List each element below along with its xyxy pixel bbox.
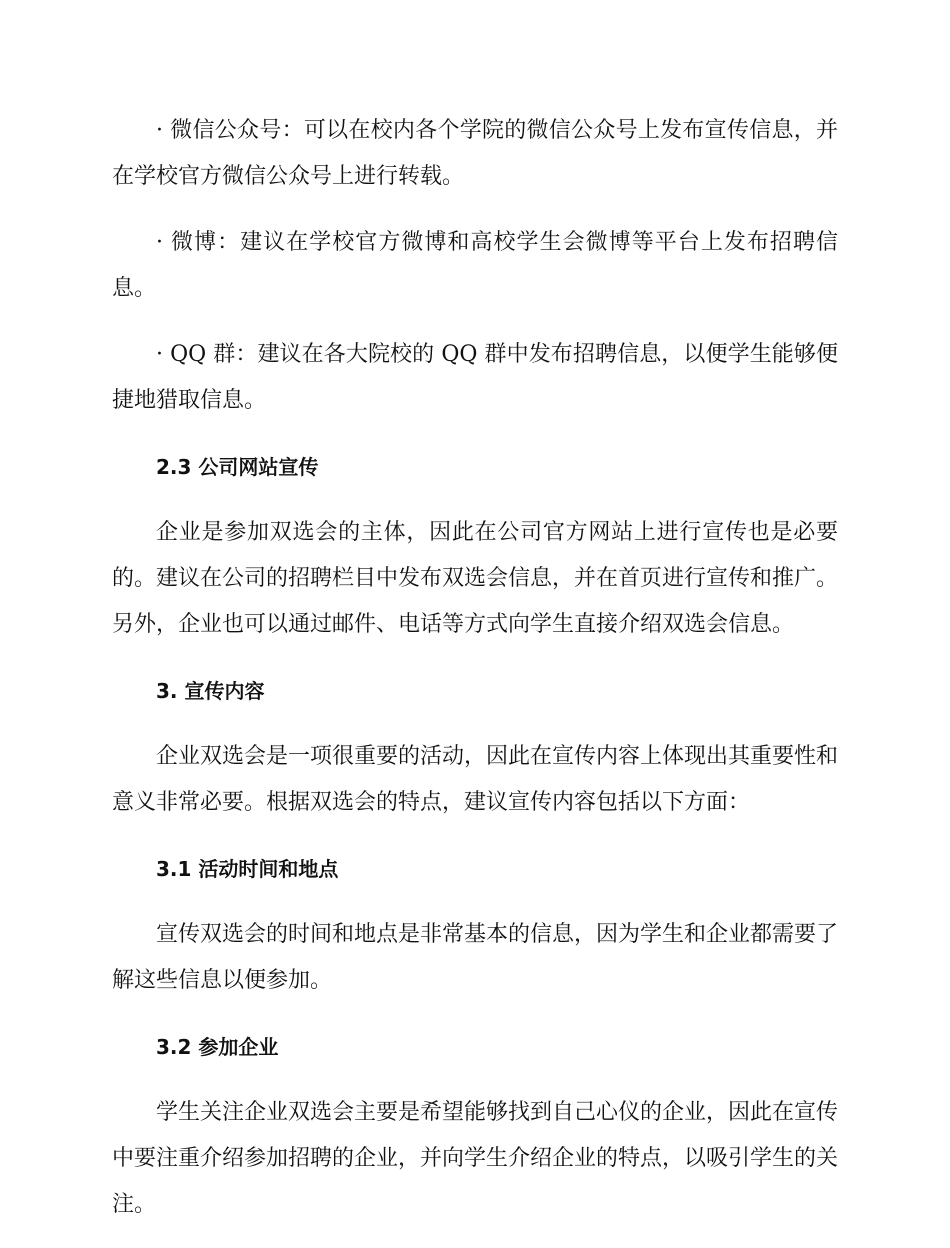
paragraph-company-website: 企业是参加双选会的主体，因此在公司官方网站上进行宣传也是必要的。建议在公司的招聘栏目中发布双选会信息，并在首页进行宣传和推广。另外，企业也可以通过邮件、电话等方式向学生直接介绍双选会信息。	[112, 520, 839, 637]
section-heading-2-3: 2.3 公司网站宣传	[156, 455, 319, 479]
section-heading-3: 3. 宣传内容	[156, 679, 265, 703]
paragraph-promo-content: 企业双选会是一项很重要的活动，因此在宣传内容上体现出其重要性和意义非常必要。根据双选会的特点，建议宣传内容包括以下方面：	[112, 744, 839, 815]
document-body	[112, 108, 838, 1248]
bullet-qq-group: · QQ 群：建议在各大院校的 QQ 群中发布招聘信息，以便学生能够便捷地猎取信息。	[112, 342, 838, 413]
section-heading-3-2: 3.2 参加企业	[156, 1035, 279, 1059]
section-heading-3-1: 3.1 活动时间和地点	[156, 857, 339, 881]
bullet-weibo: · 微博：建议在学校官方微博和高校学生会微博等平台上发布招聘信息。	[112, 230, 838, 301]
bullet-wechat: · 微信公众号：可以在校内各个学院的微信公众号上发布宣传信息，并在学校官方微信公众号上进行转载。	[112, 118, 838, 189]
paragraph-time-location: 宣传双选会的时间和地点是非常基本的信息，因为学生和企业都需要了解这些信息以便参加。	[112, 922, 839, 993]
paragraph-participating-companies: 学生关注企业双选会主要是希望能够找到自己心仪的企业，因此在宣传中要注重介绍参加招聘的企业，并向学生介绍企业的特点，以吸引学生的关注。	[112, 1100, 839, 1217]
